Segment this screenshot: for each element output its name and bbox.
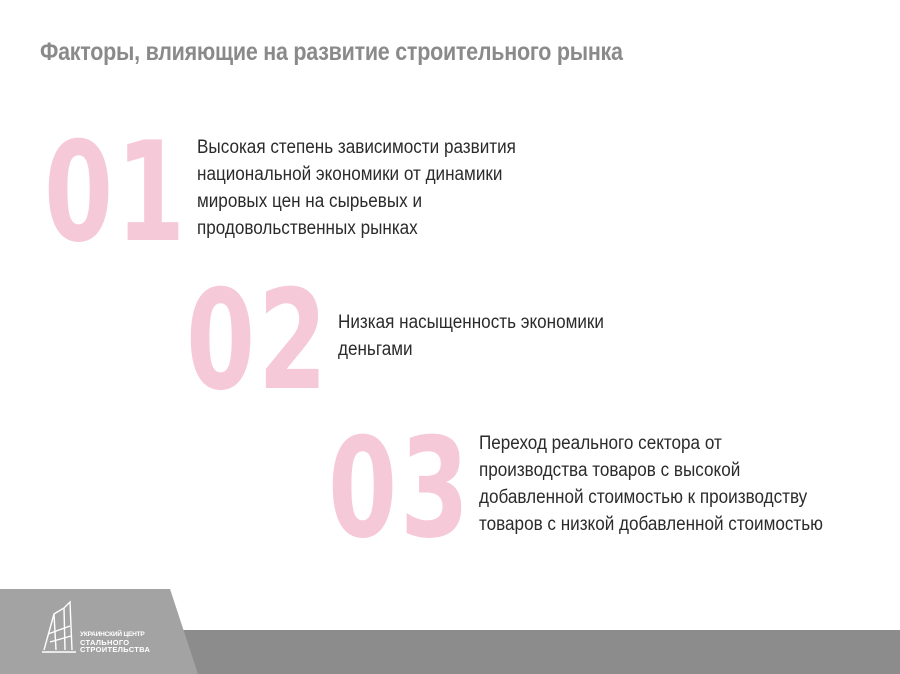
factor-text-line: товаров с низкой добавленной стоимостью — [479, 514, 823, 535]
factor-text-line: Переход реального сектора от — [479, 433, 722, 454]
factor-text-line: производства товаров с высокой — [479, 460, 741, 481]
factor-text-line: Высокая степень зависимости развития — [197, 137, 516, 158]
factor-number: 03 — [328, 408, 473, 569]
factor-text — [479, 430, 823, 538]
factor-number: 02 — [186, 260, 331, 421]
logo-line: СТРОИТЕЛЬСТВА — [80, 645, 151, 654]
factor-text — [197, 134, 516, 242]
logo-line: УКРАИНСКИЙ ЦЕНТР — [80, 631, 145, 638]
factor-text-line: добавленной стоимостью к производству — [479, 487, 808, 508]
factor-text-line: Низкая насыщенность экономики — [338, 312, 604, 333]
logo-text — [80, 631, 150, 654]
slide-title: Факторы, влияющие на развитие строительного рынка — [40, 38, 623, 66]
logo-line: СТАЛЬНОГО — [80, 637, 130, 647]
factor-text — [338, 309, 604, 363]
factor-text-line: мировых цен на сырьевых и — [197, 191, 423, 212]
factor-number: 01 — [44, 112, 189, 273]
factor-text-line: деньгами — [338, 339, 413, 360]
factor-text-line: национальной экономики от динамики — [197, 164, 503, 185]
factor-text-line: продовольственных рынках — [197, 218, 418, 239]
